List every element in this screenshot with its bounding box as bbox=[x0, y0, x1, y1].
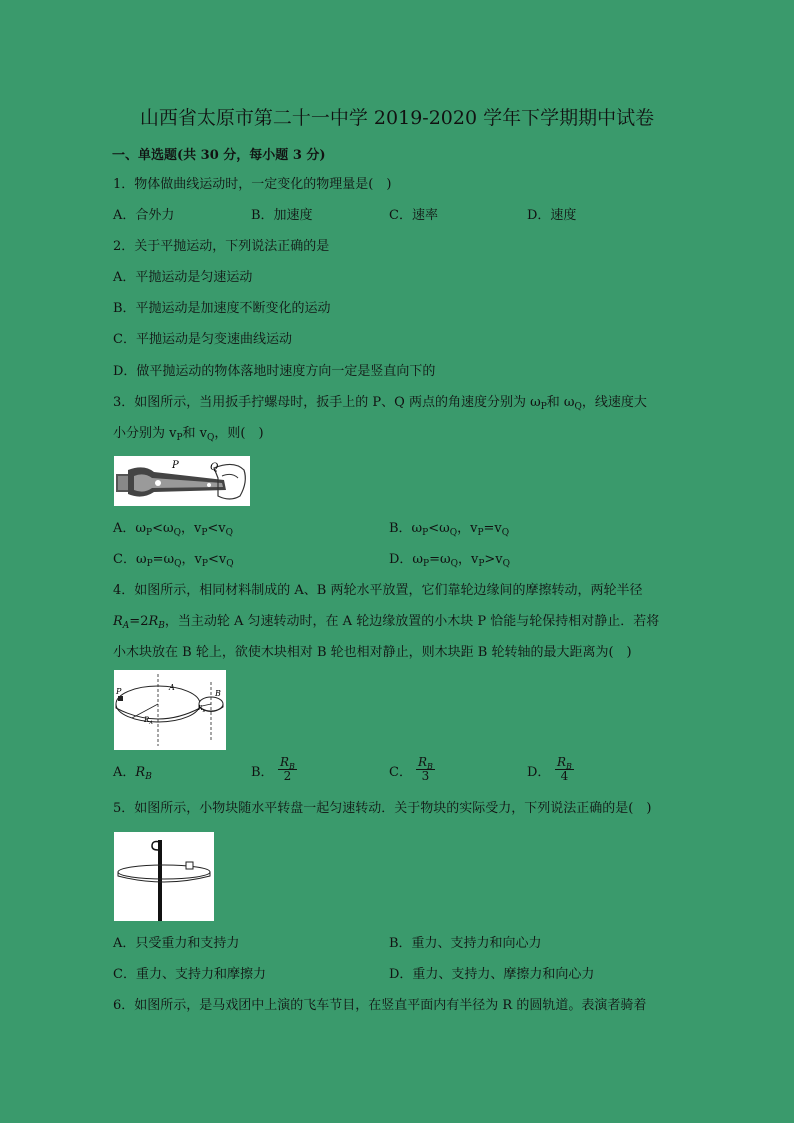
block-icon bbox=[186, 862, 193, 869]
svg-text:A: A bbox=[169, 683, 175, 692]
exam-title: 山西省太原市第二十一中学 2019-2020 学年下学期期中试卷 bbox=[139, 107, 655, 129]
question-3-stem-line2: 小分别为 $v_P$和 $v_Q$，则( ) bbox=[113, 426, 264, 443]
svg-text:B: B bbox=[215, 689, 221, 698]
question-5-stem: 5．如图所示，小物块随水平转盘一起匀速转动．关于物块的实际受力，下列说法正确的是( ) bbox=[113, 801, 652, 816]
q4-option-b-label: B． bbox=[251, 765, 274, 780]
q4-option-c-label: C． bbox=[389, 765, 412, 780]
q5-option-d: D．重力、支持力、摩擦力和向心力 bbox=[389, 967, 595, 982]
q2-option-a: A．平抛运动是匀速运动 bbox=[113, 270, 253, 285]
q3-option-d: D．$\omega_P=\omega_Q$，$v_P>v_Q$ bbox=[389, 552, 511, 569]
q2-option-b: B．平抛运动是加速度不断变化的运动 bbox=[113, 301, 331, 316]
q2-option-d: D．做平抛运动的物体落地时速度方向一定是竖直向下的 bbox=[113, 364, 436, 379]
q4-option-d-fraction: $\frac{R_B}{4}$ bbox=[557, 755, 572, 783]
question-4-stem-line3: 小木块放在 B 轮上，欲使木块相对 B 轮也相对静止，则木块距 B 轮转轴的最大距离为( ) bbox=[113, 645, 632, 660]
q4-option-c-fraction: $\frac{R_B}{3}$ bbox=[418, 755, 433, 783]
q5-option-c: C．重力、支持力和摩擦力 bbox=[113, 967, 266, 982]
q3-option-a: A．$\omega_P<\omega_Q$，$v_P<v_Q$ bbox=[113, 521, 234, 538]
turntable-figure bbox=[114, 832, 214, 921]
q5-option-a: A．只受重力和支持力 bbox=[113, 936, 240, 951]
q4-option-a: A．$R_B$ bbox=[113, 765, 152, 782]
q1-option-c: C．速率 bbox=[389, 208, 438, 223]
question-6-stem: 6．如图所示，是马戏团中上演的飞车节目，在竖直平面内有半径为 R 的圆轨道。表演者骑着 bbox=[113, 998, 647, 1013]
wheels-figure bbox=[114, 670, 226, 750]
svg-text:P: P bbox=[172, 460, 179, 471]
q4-option-d-label: D． bbox=[527, 765, 551, 780]
wrench-figure bbox=[114, 456, 250, 506]
q2-option-c: C．平抛运动是匀变速曲线运动 bbox=[113, 332, 292, 347]
q1-option-b: B．加速度 bbox=[251, 208, 313, 223]
question-1-stem: 1．物体做曲线运动时，一定变化的物理量是( ) bbox=[113, 177, 392, 192]
question-2-stem: 2．关于平抛运动，下列说法正确的是 bbox=[113, 239, 330, 254]
q1-option-a: A．合外力 bbox=[113, 208, 175, 223]
question-3-stem-line1: 3．如图所示，当用扳手拧螺母时，扳手上的 P、Q 两点的角速度分别为 $\omega_P$和 $\omega_Q$，线速度大 bbox=[113, 395, 647, 412]
q5-option-b: B．重力、支持力和向心力 bbox=[389, 936, 542, 951]
svg-text:P: P bbox=[116, 687, 122, 696]
section-heading: 一、单选题(共 30 分，每小题 3 分) bbox=[112, 148, 326, 163]
svg-text:Q: Q bbox=[210, 462, 219, 473]
q4-option-b-fraction: $\frac{R_B}{2}$ bbox=[280, 755, 295, 783]
q3-option-c: C．$\omega_P=\omega_Q$，$v_P<v_Q$ bbox=[113, 552, 234, 569]
question-4-stem-line2: $R_A=2R_B$，当主动轮 A 匀速转动时，在 A 轮边缘放置的小木块 P 恰能与轮保持相对静止．若将 bbox=[113, 614, 660, 631]
svg-text:RB: $R_B$ bbox=[198, 705, 206, 713]
svg-text:RA: $R_A$ bbox=[144, 716, 153, 726]
q3-option-b: B．$\omega_P<\omega_Q$，$v_P=v_Q$ bbox=[389, 521, 510, 538]
q1-option-d: D．速度 bbox=[527, 208, 577, 223]
question-4-stem-line1: 4．如图所示，相同材料制成的 A、B 两轮水平放置，它们靠轮边缘间的摩擦转动，两轮半径 bbox=[113, 583, 643, 598]
